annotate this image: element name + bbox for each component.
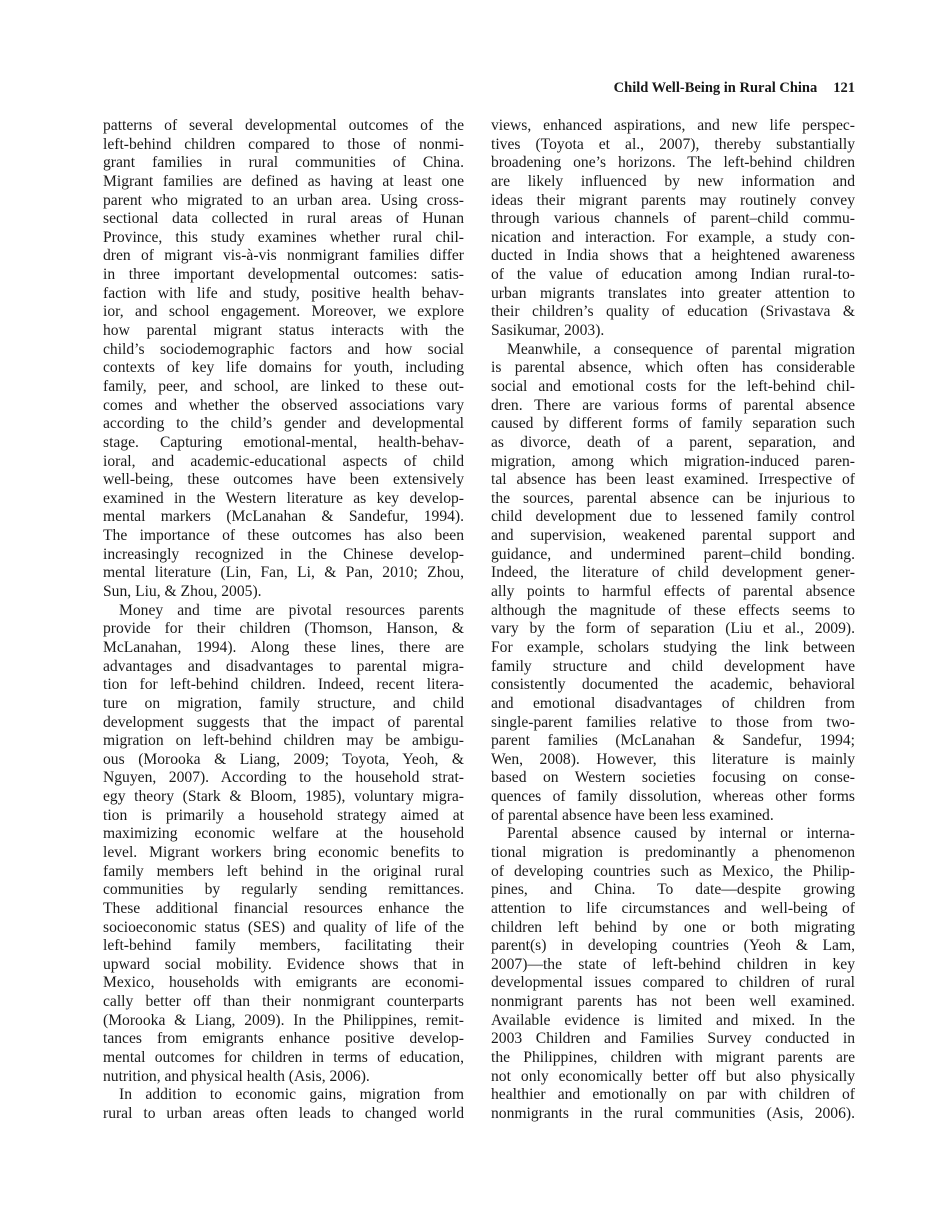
paragraph — [491, 825, 855, 1123]
text-line: communities by regularly sending remittances. — [103, 881, 464, 899]
text-line: based on Western societies focusing on conse- — [491, 769, 855, 787]
text-line: mental outcomes for children in terms of education, — [103, 1049, 464, 1067]
text-line: Migrant families are defined as having at least one — [103, 172, 464, 190]
text-line: tion for left-behind children. Indeed, recent litera- — [103, 676, 464, 694]
page-number: 121 — [833, 80, 855, 96]
text-line: Meanwhile, a consequence of parental migration — [507, 340, 855, 358]
text-line: mental literature (Lin, Fan, Li, & Pan, 2010; Zhou, — [103, 564, 464, 582]
paragraph — [103, 117, 464, 602]
text-line: parent(s) in developing countries (Yeoh & Lam, — [491, 937, 855, 955]
text-line: well-being, these outcomes have been extensively — [103, 471, 464, 489]
text-line: pines, and China. To date—despite growing — [491, 881, 855, 899]
text-line: development suggests that the impact of parental — [103, 713, 464, 731]
text-line: and supervision, weakened parental support and — [491, 527, 855, 545]
text-line: in three important developmental outcomes: satis- — [103, 266, 464, 284]
text-line: views, enhanced aspirations, and new life perspec- — [491, 117, 855, 134]
text-line: grant families in rural communities of China. — [103, 154, 464, 172]
text-line: although the magnitude of these effects seems to — [491, 601, 855, 619]
text-line: Sun, Liu, & Zhou, 2005). — [103, 583, 262, 601]
text-line: increasingly recognized in the Chinese develop- — [103, 545, 464, 563]
text-line: upward social mobility. Evidence shows that in — [103, 955, 464, 973]
text-line: not only economically better off but also physically — [491, 1067, 855, 1085]
text-line: provide for their children (Thomson, Hanson, & — [103, 620, 464, 638]
text-line: tives (Toyota et al., 2007), thereby substantially — [491, 135, 855, 153]
text-line: Indeed, the literature of child development gener- — [491, 564, 855, 582]
text-line: (Morooka & Liang, 2009). In the Philippines, remit- — [103, 1011, 464, 1029]
text-line: migration on left-behind children may be ambigu- — [103, 732, 464, 750]
text-line: ior, and school engagement. Moreover, we explore — [103, 303, 464, 321]
text-line: developmental issues compared to children of rural — [491, 974, 855, 992]
running-header — [614, 80, 855, 97]
text-line: Available evidence is limited and mixed. In the — [491, 1011, 855, 1029]
text-line: In addition to economic gains, migration from — [119, 1086, 464, 1104]
text-line: stage. Capturing emotional-mental, health-behav- — [103, 433, 464, 451]
text-line: cally better off than their nonmigrant counterparts — [103, 993, 464, 1011]
text-line: left-behind family members, facilitating their — [103, 937, 464, 955]
text-line: are likely influenced by new information and — [491, 172, 855, 190]
text-line: is parental absence, which often has considerable — [491, 359, 855, 377]
text-line: Sasikumar, 2003). — [491, 322, 605, 340]
text-line: child’s sociodemographic factors and how social — [103, 340, 464, 358]
text-line: tional migration is predominantly a phenomenon — [491, 843, 855, 861]
text-line: ous (Morooka & Liang, 2009; Toyota, Yeoh, & — [103, 750, 464, 768]
text-line: of developing countries such as Mexico, the Philip- — [491, 862, 855, 880]
paragraph — [103, 1086, 464, 1123]
text-line: family, peer, and school, are linked to these out- — [103, 377, 464, 395]
text-line: through various channels of parent–child commu- — [491, 210, 855, 228]
text-line: Money and time are pivotal resources parents — [119, 601, 464, 619]
text-line: how parental migrant status interacts with the — [103, 322, 464, 340]
text-line: consistently documented the academic, behavioral — [491, 676, 855, 694]
text-line: egy theory (Stark & Bloom, 1985), voluntary migra- — [103, 788, 464, 806]
text-line: Nguyen, 2007). According to the household strat- — [103, 769, 464, 787]
text-line: dren of migrant vis-à-vis nonmigrant families differ — [103, 247, 464, 265]
text-line: vary by the form of separation (Liu et al., 2009). — [491, 620, 855, 638]
right-column — [491, 117, 855, 1124]
text-line: family structure and child development have — [491, 657, 855, 675]
text-line: healthier and emotionally on par with children of — [491, 1086, 855, 1104]
text-line: advantages and disadvantages to parental migra- — [103, 657, 464, 675]
text-line: tances from emigrants enhance positive develop- — [103, 1030, 464, 1048]
text-line: level. Migrant workers bring economic benefits to — [103, 843, 464, 861]
text-line: Mexico, households with emigrants are economi- — [103, 974, 464, 992]
text-line: migration, among which migration-induced paren- — [491, 452, 855, 470]
text-line: examined in the Western literature as key develop- — [103, 489, 464, 507]
paragraph — [103, 602, 464, 1087]
text-line: tion is primarily a household strategy aimed at — [103, 806, 464, 824]
text-line: left-behind children compared to those of nonmi- — [103, 135, 464, 153]
text-line: patterns of several developmental outcomes of the — [103, 117, 464, 134]
text-line: and emotional disadvantages of children from — [491, 694, 855, 712]
text-line: mental markers (McLanahan & Sandefur, 1994). — [103, 508, 464, 526]
text-line: family members left behind in the original rural — [103, 862, 464, 880]
text-line: dren. There are various forms of parental absence — [491, 396, 855, 414]
text-line: urban migrants translates into greater attention to — [491, 284, 855, 302]
text-line: single-parent families relative to those from two- — [491, 713, 855, 731]
text-line: Parental absence caused by internal or interna- — [507, 825, 855, 843]
text-line: ducted in India shows that a heightened awareness — [491, 247, 855, 265]
text-line: For example, scholars studying the link between — [491, 638, 855, 656]
text-line: broadening one’s horizons. The left-behind children — [491, 154, 855, 172]
text-line: McLanahan, 1994). Along these lines, there are — [103, 638, 464, 656]
text-line: of the value of education among Indian rural-to- — [491, 266, 855, 284]
text-line: Wen, 2008). However, this literature is mainly — [491, 750, 855, 768]
text-line: attention to life circumstances and well-being of — [491, 899, 855, 917]
text-line: rural to urban areas often leads to changed world — [103, 1104, 464, 1122]
text-line: quences of family dissolution, whereas other forms — [491, 788, 855, 806]
text-line: child development due to lessened family control — [491, 508, 855, 526]
running-title: Child Well-Being in Rural China — [613, 80, 818, 96]
text-line: children left behind by one or both migrating — [491, 918, 855, 936]
text-line: maximizing economic welfare at the household — [103, 825, 464, 843]
text-line: nication and interaction. For example, a study con- — [491, 228, 855, 246]
text-line: ideas their migrant parents may routinely convey — [491, 191, 855, 209]
text-line: nonmigrant parents has not been well examined. — [491, 993, 855, 1011]
text-line: These additional financial resources enhance the — [103, 899, 464, 917]
text-line: the sources, parental absence can be injurious to — [491, 489, 855, 507]
text-line: ally points to harmful effects of parental absence — [491, 583, 855, 601]
text-line: according to the child’s gender and developmental — [103, 415, 464, 433]
left-column — [103, 117, 464, 1124]
text-line: parent who migrated to an urban area. Using cross- — [103, 191, 464, 209]
text-line: their children’s quality of education (Srivastava & — [491, 303, 855, 321]
text-line: 2003 Children and Families Survey conducted in — [491, 1030, 855, 1048]
text-line: 2007)—the state of left-behind children in key — [491, 955, 855, 973]
text-line: The importance of these outcomes has also been — [103, 527, 464, 545]
text-line: sectional data collected in rural areas of Hunan — [103, 210, 464, 228]
text-line: contexts of key life domains for youth, including — [103, 359, 464, 377]
text-line: guidance, and undermined parent–child bonding. — [491, 545, 855, 563]
text-line: socioeconomic status (SES) and quality of life of the — [103, 918, 464, 936]
text-line: social and emotional costs for the left-behind chil- — [491, 377, 855, 395]
text-line: as divorce, death of a parent, separation, and — [491, 433, 855, 451]
text-line: the Philippines, children with migrant parents are — [491, 1049, 855, 1067]
paragraph — [491, 117, 855, 341]
text-line: ture on migration, family structure, and child — [103, 694, 464, 712]
text-line: ioral, and academic-educational aspects of child — [103, 452, 464, 470]
text-line: tal absence has been least examined. Irrespective of — [491, 471, 855, 489]
text-line: nonmigrants in the rural communities (Asis, 2006). — [491, 1104, 855, 1122]
text-line: nutrition, and physical health (Asis, 2006). — [103, 1067, 370, 1085]
text-line: parent families (McLanahan & Sandefur, 1994; — [491, 732, 855, 750]
text-line: faction with life and study, positive health behav- — [103, 284, 464, 302]
text-line: of parental absence have been less examined. — [491, 806, 774, 824]
paragraph — [491, 341, 855, 826]
text-line: Province, this study examines whether rural chil- — [103, 228, 464, 246]
text-line: comes and whether the observed associations vary — [103, 396, 464, 414]
text-line: caused by different forms of family separation such — [491, 415, 855, 433]
